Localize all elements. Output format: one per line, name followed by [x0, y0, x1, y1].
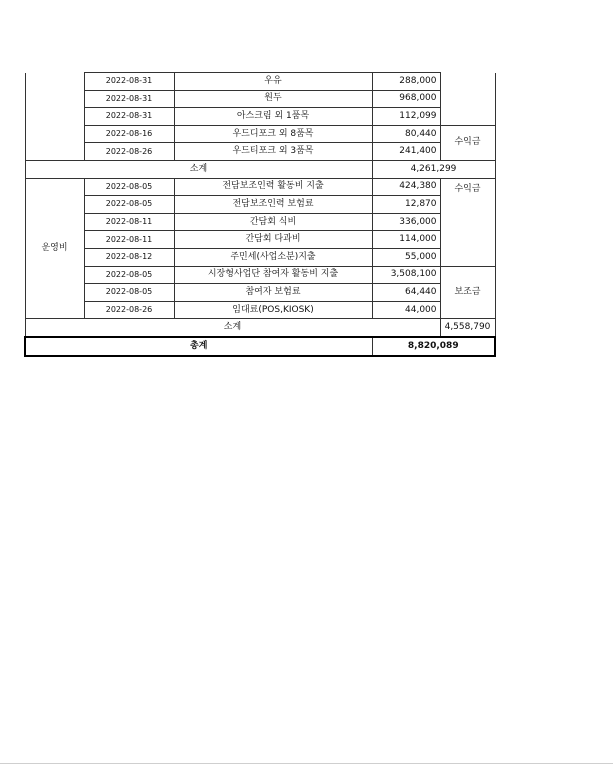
description-cell: 임대료(POS,KIOSK) — [174, 301, 372, 319]
table-row — [25, 125, 495, 143]
subtotal-row — [25, 160, 495, 178]
date-cell: 2022-08-05 — [84, 196, 174, 214]
description-cell: 아스크림 외 1품목 — [174, 108, 372, 126]
description-cell: 우드티포크 외 3품목 — [174, 143, 372, 161]
category-cell — [25, 73, 84, 161]
table-row — [25, 248, 495, 266]
total-row — [25, 337, 495, 356]
table-row — [25, 90, 495, 108]
note-cell: 수익금 — [440, 125, 495, 160]
amount-cell: 3,508,100 — [372, 266, 440, 284]
amount-cell: 12,870 — [372, 196, 440, 214]
table-row — [25, 73, 495, 91]
description-cell: 주민세(사업소분)지출 — [174, 248, 372, 266]
date-cell: 2022-08-26 — [84, 301, 174, 319]
amount-cell: 968,000 — [372, 90, 440, 108]
amount-cell: 55,000 — [372, 248, 440, 266]
subtotal-label: 소계 — [25, 319, 440, 337]
table-row — [25, 231, 495, 249]
amount-cell: 241,400 — [372, 143, 440, 161]
subtotal-label: 소계 — [25, 160, 372, 178]
date-cell: 2022-08-16 — [84, 125, 174, 143]
date-cell: 2022-08-31 — [84, 108, 174, 126]
subtotal-amount: 4,261,299 — [372, 160, 495, 178]
total-amount: 8,820,089 — [372, 337, 495, 356]
description-cell: 간담회 다과비 — [174, 231, 372, 249]
note-cell: 수익금 — [440, 178, 495, 266]
description-cell: 간담회 식비 — [174, 213, 372, 231]
table-row — [25, 301, 495, 319]
description-cell: 시장형사업단 참여자 활동비 지출 — [174, 266, 372, 284]
amount-cell: 424,380 — [372, 178, 440, 196]
subtotal-row — [25, 319, 495, 337]
page-divider — [0, 763, 613, 764]
category-cell: 운영비 — [25, 178, 84, 319]
description-cell: 원두 — [174, 90, 372, 108]
table-row — [25, 143, 495, 161]
expense-ledger-table — [24, 72, 496, 357]
date-cell: 2022-08-12 — [84, 248, 174, 266]
table-row — [25, 266, 495, 284]
table-row — [25, 213, 495, 231]
amount-cell: 80,440 — [372, 125, 440, 143]
table-row — [25, 196, 495, 214]
amount-cell: 44,000 — [372, 301, 440, 319]
subtotal-amount: 4,558,790 — [440, 319, 495, 337]
amount-cell: 114,000 — [372, 231, 440, 249]
note-cell — [440, 73, 495, 126]
date-cell: 2022-08-11 — [84, 231, 174, 249]
description-cell: 전담보조인력 보험료 — [174, 196, 372, 214]
date-cell: 2022-08-05 — [84, 284, 174, 302]
description-cell: 참여자 보험료 — [174, 284, 372, 302]
table-row — [25, 284, 495, 302]
amount-cell: 288,000 — [372, 73, 440, 91]
amount-cell: 336,000 — [372, 213, 440, 231]
amount-cell: 64,440 — [372, 284, 440, 302]
note-cell: 보조금 — [440, 266, 495, 319]
date-cell: 2022-08-05 — [84, 266, 174, 284]
amount-cell: 112,099 — [372, 108, 440, 126]
date-cell: 2022-08-05 — [84, 178, 174, 196]
date-cell: 2022-08-26 — [84, 143, 174, 161]
table-row — [25, 178, 495, 196]
description-cell: 전담보조인력 활동비 지출 — [174, 178, 372, 196]
date-cell: 2022-08-31 — [84, 90, 174, 108]
total-label: 총계 — [25, 337, 372, 356]
table-row — [25, 108, 495, 126]
date-cell: 2022-08-31 — [84, 73, 174, 91]
description-cell: 우유 — [174, 73, 372, 91]
description-cell: 우드디포크 외 8품목 — [174, 125, 372, 143]
date-cell: 2022-08-11 — [84, 213, 174, 231]
